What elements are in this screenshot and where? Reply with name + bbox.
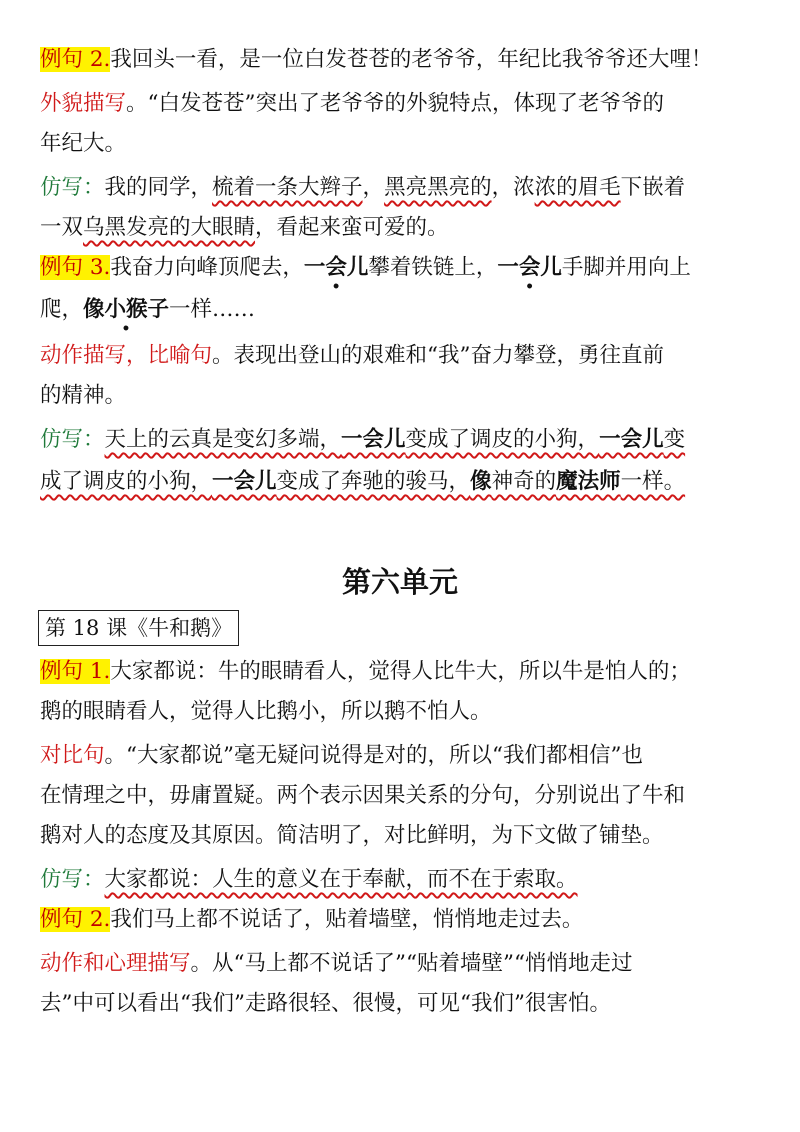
unit-title: 第六单元 <box>341 565 458 599</box>
underlined-phrase: 梳着一条大辫子 <box>212 175 363 200</box>
example-text: 攀着铁链上， <box>368 255 498 280</box>
underlined-phrase: 变成了调皮的小狗， <box>405 427 600 452</box>
example-2-sentence <box>40 40 770 80</box>
lesson-title-box: 第 18 课《牛和鹅》 <box>38 610 239 646</box>
imitation-tag: 仿写： <box>40 427 105 452</box>
example-tag: 例句 2. <box>40 47 111 72</box>
analysis-tag: 动作和心理描写 <box>40 951 191 976</box>
dotted-emphasis: 一会儿 <box>303 255 369 280</box>
analysis-text: 。“白发苍苍”突出了老爷爷的外貌特点，体现了老爷爷的 <box>126 91 665 116</box>
lesson-example-1-analysis-line-3 <box>40 816 770 856</box>
example-2-analysis-line-1 <box>40 84 770 124</box>
imitation-text: 我的同学， <box>104 175 213 200</box>
example-text: 手脚并用向上 <box>561 255 691 280</box>
underlined-phrase: 变 <box>663 427 686 452</box>
imitation-tag: 仿写： <box>40 867 105 892</box>
example-tag: 例句 3. <box>40 255 111 280</box>
underlined-phrase: 大家都说：人生的意义在于奉献，而不在于索取。 <box>104 867 578 892</box>
example-text: 我们马上都不说话了，贴着墙壁，悄悄地走过去。 <box>110 907 584 932</box>
underlined-phrase: 天上的云真是变幻多端， <box>104 427 342 452</box>
dotted-emphasis: 一会儿 <box>497 255 562 280</box>
example-3-sentence-line-2 <box>40 290 770 330</box>
analysis-text: 去”中可以看出“我们”走路很轻、很慢，可见“我们”很害怕。 <box>40 991 611 1016</box>
imitation-text: 一双 <box>40 215 84 240</box>
example-text: 我回头一看，是一位白发苍苍的老爷爷，年纪比我爷爷还大哩！ <box>110 47 713 72</box>
lesson-example-1-analysis-line-1 <box>40 736 770 776</box>
example-3-imitation-line-2 <box>40 462 770 502</box>
analysis-text: 。表现出登山的艰难和“我”奋力攀登，勇往直前 <box>212 343 665 368</box>
analysis-tag: 对比句 <box>40 743 105 768</box>
example-2-imitation-line-1 <box>40 168 770 208</box>
underlined-phrase: 成了调皮的小狗， <box>40 469 213 494</box>
lesson-example-1-imitation <box>40 860 770 900</box>
example-3-analysis-line-2 <box>40 376 770 416</box>
lesson-example-1-line-2 <box>40 692 770 732</box>
example-text: 爬， <box>40 297 84 322</box>
underlined-bold-phrase: 一会儿 <box>212 469 277 494</box>
analysis-text: 。从“马上都不说话了”“贴着墙壁”“悄悄地走过 <box>190 951 633 976</box>
underlined-phrase: 一样。 <box>620 469 686 494</box>
example-3-sentence-line-1 <box>40 248 770 288</box>
example-2-imitation-line-2 <box>40 208 770 248</box>
lesson-example-1-analysis-line-2 <box>40 776 770 816</box>
imitation-tag: 仿写： <box>40 175 105 200</box>
imitation-text: ，浓 <box>491 175 535 200</box>
example-3-analysis-line-1 <box>40 336 770 376</box>
example-text: 大家都说：牛的眼睛看人，觉得人比牛大，所以牛是怕人的； <box>110 659 691 684</box>
analysis-text: 。“大家都说”毫无疑问说得是对的，所以“我们都相信”也 <box>104 743 643 768</box>
example-text: 一样…… <box>169 297 256 322</box>
analysis-text: 的精神。 <box>40 383 127 408</box>
underlined-phrase: 乌黑发亮的大眼睛 <box>83 215 256 240</box>
underlined-bold-phrase: 一会儿 <box>599 427 664 452</box>
example-text: 我奋力向峰顶爬去， <box>110 255 304 280</box>
analysis-tag: 动作描写，比喻句 <box>40 343 213 368</box>
analysis-tag: 外貌描写 <box>40 91 127 116</box>
underlined-phrase: 黑亮黑亮的 <box>384 175 492 200</box>
imitation-text: 下嵌着 <box>620 175 686 200</box>
example-tag: 例句 2. <box>40 907 111 932</box>
dotted-emphasis: 像小猴子 <box>83 297 170 322</box>
underlined-phrase: 变成了奔驰的骏马， <box>276 469 471 494</box>
example-3-imitation-line-1 <box>40 420 770 460</box>
lesson-example-2-sentence <box>40 900 770 940</box>
imitation-text: ，看起来蛮可爱的。 <box>255 215 449 240</box>
underlined-bold-phrase: 魔法师 <box>556 469 621 494</box>
lesson-example-2-analysis-line-1 <box>40 944 770 984</box>
example-2-analysis-line-2 <box>40 124 770 164</box>
analysis-text: 在情理之中，毋庸置疑。两个表示因果关系的分句，分别说出了牛和 <box>40 783 686 808</box>
underlined-phrase: 神奇的 <box>491 469 557 494</box>
lesson-example-2-analysis-line-2 <box>40 984 770 1024</box>
underlined-bold-phrase: 一会儿 <box>341 427 406 452</box>
imitation-text: ， <box>362 175 385 200</box>
analysis-text: 鹅对人的态度及其原因。简洁明了，对比鲜明，为下文做了铺垫。 <box>40 823 664 848</box>
example-text: 鹅的眼睛看人，觉得人比鹅小，所以鹅不怕人。 <box>40 699 492 724</box>
lesson-example-1-line-1 <box>40 652 770 692</box>
analysis-text: 年纪大。 <box>40 131 127 156</box>
underlined-bold-phrase: 像 <box>470 469 492 494</box>
example-tag: 例句 1. <box>40 659 111 684</box>
underlined-phrase: 浓的眉毛 <box>534 175 621 200</box>
